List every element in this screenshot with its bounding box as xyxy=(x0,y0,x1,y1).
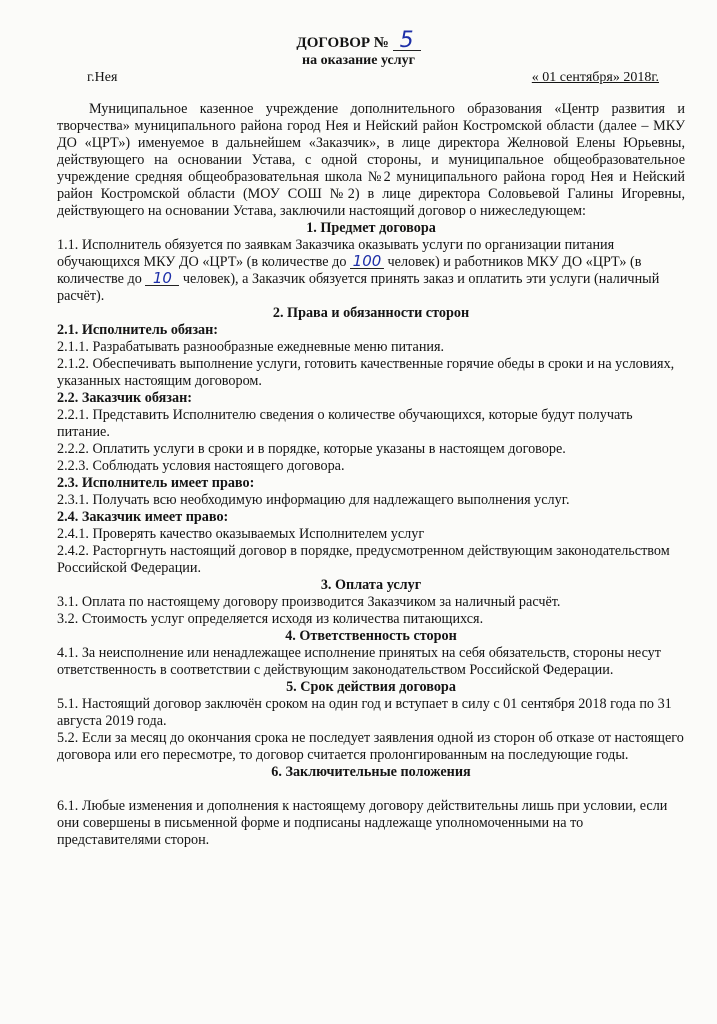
clause-6-1: 6.1. Любые изменения и дополнения к настоящему договору действительны лишь при условии, если они совершены в письменной форме и подписаны надлежаще уполномоченными на то представителями сторон. xyxy=(57,798,668,848)
document-subtitle: на оказание услуг xyxy=(302,53,415,68)
clause-2-2-1: 2.2.1. Представить Исполнителю сведения о количестве обучающихся, которые будут получать питание. xyxy=(57,407,633,440)
clause-2-2-3: 2.2.3. Соблюдать условия настоящего договора. xyxy=(57,458,345,474)
clause-2-3-1: 2.3.1. Получать всю необходимую информацию для надлежащего выполнения услуг. xyxy=(57,492,570,508)
section-4-title: 4. Ответственность сторон xyxy=(285,628,457,644)
clause-1-1: 1.1. Исполнитель обязуется по заявкам Заказчика оказывать услуги по организации питания обучающихся МКУ ДО «ЦРТ» (в количестве до 100 человек) и работников МКУ ДО «ЦРТ» (в количестве до 10 человек), а Заказчик обязуется принять заказ и оплатить эти услуги (наличный расчёт). xyxy=(57,237,660,304)
subsection-2-4: 2.4. Заказчик имеет право: xyxy=(57,509,229,525)
title-prefix: ДОГОВОР № xyxy=(296,35,389,51)
clause-2-1-1: 2.1.1. Разрабатывать разнообразные ежедневные меню питания. xyxy=(57,339,445,355)
section-2-title: 2. Права и обязанности сторон xyxy=(272,305,470,321)
contract-date: « 01 сентября» 2018г. xyxy=(531,70,659,85)
subsection-2-2: 2.2. Заказчик обязан: xyxy=(57,390,192,406)
subsection-2-3: 2.3. Исполнитель имеет право: xyxy=(57,475,255,491)
clause-4-1: 4.1. За неисполнение или ненадлежащее исполнение принятых на себя обязательств, стороны несут ответственность в соответствии с действующим законодательством Российской Федерации. xyxy=(57,645,661,678)
section-1-title: 1. Предмет договора xyxy=(306,220,436,236)
section-5-title: 5. Срок действия договора xyxy=(286,679,456,695)
contract-body xyxy=(57,101,685,849)
section-6-title: 6. Заключительные положения xyxy=(271,764,471,780)
intro-paragraph: Муниципальное казенное учреждение дополнительного образования «Центр развития и творчества» муниципального района город Нея и Нейский район Костромской области (далее – МКУ ДО «ЦРТ») именуемое в дальнейшем «Заказчик», в лице директора Желновой Елены Юрьевны, действующего на основании Устава, с одной стороны, и муниципальное общеобразовательное учреждение средняя общеобразовательная школа №2 муниципального района город Нея и Нейский район Костромской области (МОУ СОШ №2) в лице директора Соловьевой Галины Игоревны, действующего на основании Устава, заключили настоящий договор о нижеследующем: xyxy=(57,101,685,219)
document-title xyxy=(0,28,717,53)
clause-3-2: 3.2. Стоимость услуг определяется исходя из количества питающихся. xyxy=(57,611,484,627)
clause-2-2-2: 2.2.2. Оплатить услуги в сроки и в порядке, которые указаны в настоящем договоре. xyxy=(57,441,566,457)
clause-2-4-1: 2.4.1. Проверять качество оказываемых Исполнителем услуг xyxy=(57,526,425,542)
clause-2-1-2: 2.1.2. Обеспечивать выполнение услуги, готовить качественные горячие обеды в сроки и на условиях, указанных настоящим договором. xyxy=(57,356,675,389)
clause-2-4-2: 2.4.2. Расторгнуть настоящий договор в порядке, предусмотренном действующим законодательством Российской Федерации. xyxy=(57,543,670,576)
subsection-2-1: 2.1. Исполнитель обязан: xyxy=(57,322,219,338)
handwritten-staff-count: 10 xyxy=(145,271,179,286)
section-3-title: 3. Оплата услуг xyxy=(320,577,422,593)
clause-3-1: 3.1. Оплата по настоящему договору производится Заказчиком за наличный расчёт. xyxy=(57,594,561,610)
handwritten-contract-number: 5 xyxy=(393,32,421,51)
city: г.Нея xyxy=(87,70,118,85)
clause-5-1: 5.1. Настоящий договор заключён сроком на один год и вступает в силу с 01 сентября 2018 года по 31 августа 2019 года. xyxy=(57,696,672,729)
clause-5-2: 5.2. Если за месяц до окончания срока не последует заявления одной из сторон об отказе от настоящего договора или его пересмотре, то договор считается пролонгированным на последующие годы. xyxy=(57,730,684,763)
handwritten-students-count: 100 xyxy=(350,254,384,269)
